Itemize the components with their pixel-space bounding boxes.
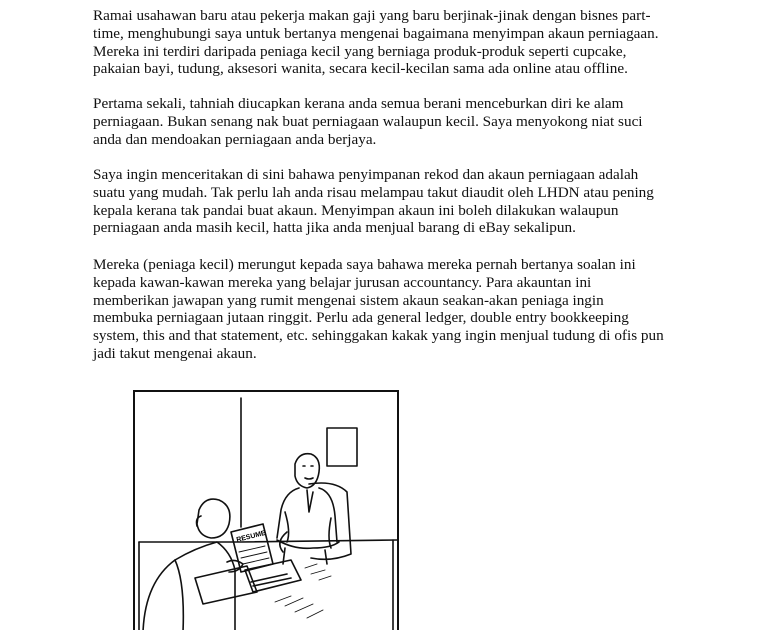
foreground-man-body: [143, 542, 235, 630]
text-line: perniagaan. Bukan senang nak buat perniagaan walaupun kecil. Saya menyokong niat suci: [93, 112, 643, 130]
paragraph-3: [93, 166, 693, 237]
text-line: membuka perniagaan jutaan ringgit. Perlu ada general ledger, double entry bookkeeping: [93, 309, 629, 327]
text-line: Saya ingin menceritakan di sini bahawa penyimpanan rekod dan akaun perniagaan adalah: [93, 166, 639, 183]
text-line: Mereka (peniaga kecil) merungut kepada saya bahawa mereka pernah bertanya soalan ini: [93, 256, 636, 273]
text-line: Pertama sekali, tahniah diucapkan kerana anda semua berani menceburkan diri ke alam: [93, 95, 624, 112]
text-line: kepala kerana tak pandai buat akaun. Menyimpan akaun ini boleh dilakukan walaupun: [93, 201, 619, 219]
text-line: kepada kawan-kawan mereka yang belajar jurusan accountancy. Para akauntan ini: [93, 273, 592, 291]
text-line: memberikan jawapan yang rumit mengenai sistem akaun seakan-akan peniaga ingin: [93, 291, 604, 309]
resume-sheet: [231, 524, 273, 572]
text-line: perniagaan anda masih kecil, hatta jika anda menjual barang di eBay sekalipun.: [93, 219, 576, 237]
paragraph-4: [93, 256, 693, 363]
text-line: pakaian bayi, tudung, aksesori wanita, secara kecil-kecilan sama ada online atau offline.: [93, 60, 628, 78]
wall-picture-frame: [327, 428, 357, 466]
paragraph-1: [93, 7, 693, 78]
seated-man-head: [295, 454, 319, 488]
resume-label: RESUME: [235, 529, 267, 544]
text-line: jadi takut mengenai akaun.: [93, 344, 257, 362]
text-line: anda dan mendoakan perniagaan anda berjaya.: [93, 130, 377, 148]
cartoon-drawing: [135, 392, 397, 630]
text-line: time, menghubungi saya untuk bertanya mengenai bagaimana menyimpan akaun perniagaan.: [93, 24, 659, 42]
text-line: Mereka ini terdiri daripada peniaga kecil yang berniaga produk-produk seperti cupcake,: [93, 42, 627, 60]
text-line: Ramai usahawan baru atau pekerja makan gaji yang baru berjinak-jinak dengan bisnes part-: [93, 7, 651, 24]
paragraph-2: [93, 95, 693, 148]
foreground-man-head: [197, 499, 230, 538]
text-line: system, this and that statement, etc. sehinggakan kakak yang ingin menjual tudung di ofis pun: [93, 327, 664, 345]
job-interview-cartoon: [133, 390, 399, 630]
text-line: suatu yang mudah. Tak perlu lah anda risau melampau takut diaudit oleh LHDN atau pening: [93, 183, 654, 201]
